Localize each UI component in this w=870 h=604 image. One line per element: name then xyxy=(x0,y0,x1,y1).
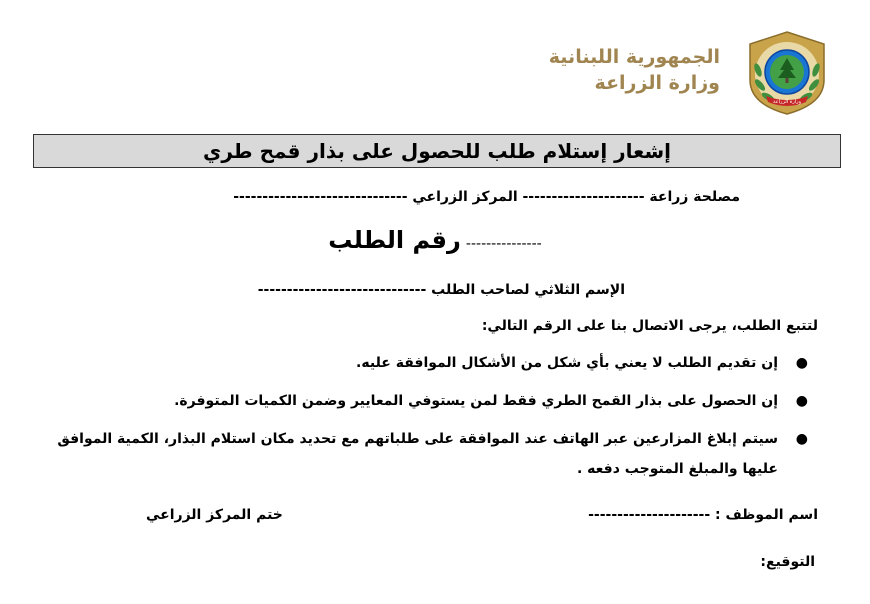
request-number-blank: --------------- xyxy=(465,236,542,252)
employee-name-field: اسم الموظف : --------------------- xyxy=(588,507,818,523)
request-number-label: رقم الطلب xyxy=(328,226,461,254)
ministry-header xyxy=(549,44,720,96)
form-title: إشعار إستلام طلب للحصول على بذار قمح طري xyxy=(33,134,841,168)
ministry-emblem xyxy=(744,30,830,116)
bullet-icon: ● xyxy=(795,431,808,447)
request-number-row xyxy=(0,226,870,254)
note-text: إن الحصول على بذار القمح الطري فقط لمن يستوفي المعايير وضمن الكميات المتوفرة. xyxy=(174,393,778,409)
note-text: سيتم إبلاغ المزارعين عبر الهاتف عند الموافقة على طلباتهم مع تحديد مكان استلام البذار، الكمية الموافق عليها والمبلغ المتوجب دفعه . xyxy=(57,431,778,477)
list-item xyxy=(28,424,818,484)
signature-label: التوقيع: xyxy=(760,554,815,570)
bullet-icon: ● xyxy=(795,355,808,371)
list-item xyxy=(28,386,818,416)
republic-name: الجمهورية اللبنانية xyxy=(548,46,720,68)
tracking-instruction: لتتبع الطلب، يرجى الاتصال بنا على الرقم التالي: xyxy=(481,318,818,334)
bullet-icon: ● xyxy=(795,393,808,409)
emblem-ribbon-text: وزارة الزراعة xyxy=(773,99,801,105)
ministry-name: وزارة الزراعة xyxy=(594,72,720,94)
agricultural-center-stamp: ختم المركز الزراعي xyxy=(146,507,283,523)
note-text: إن تقديم الطلب لا يعني بأي شكل من الأشكال الموافقة عليه. xyxy=(356,355,778,371)
list-item xyxy=(28,348,818,378)
full-name-line: الإسم الثلاثي لصاحب الطلب ----------------------------- xyxy=(257,282,625,298)
department-line: مصلحة زراعة --------------------- المركز الزراعي ------------------------------ xyxy=(233,189,740,205)
notes-list xyxy=(28,348,818,492)
